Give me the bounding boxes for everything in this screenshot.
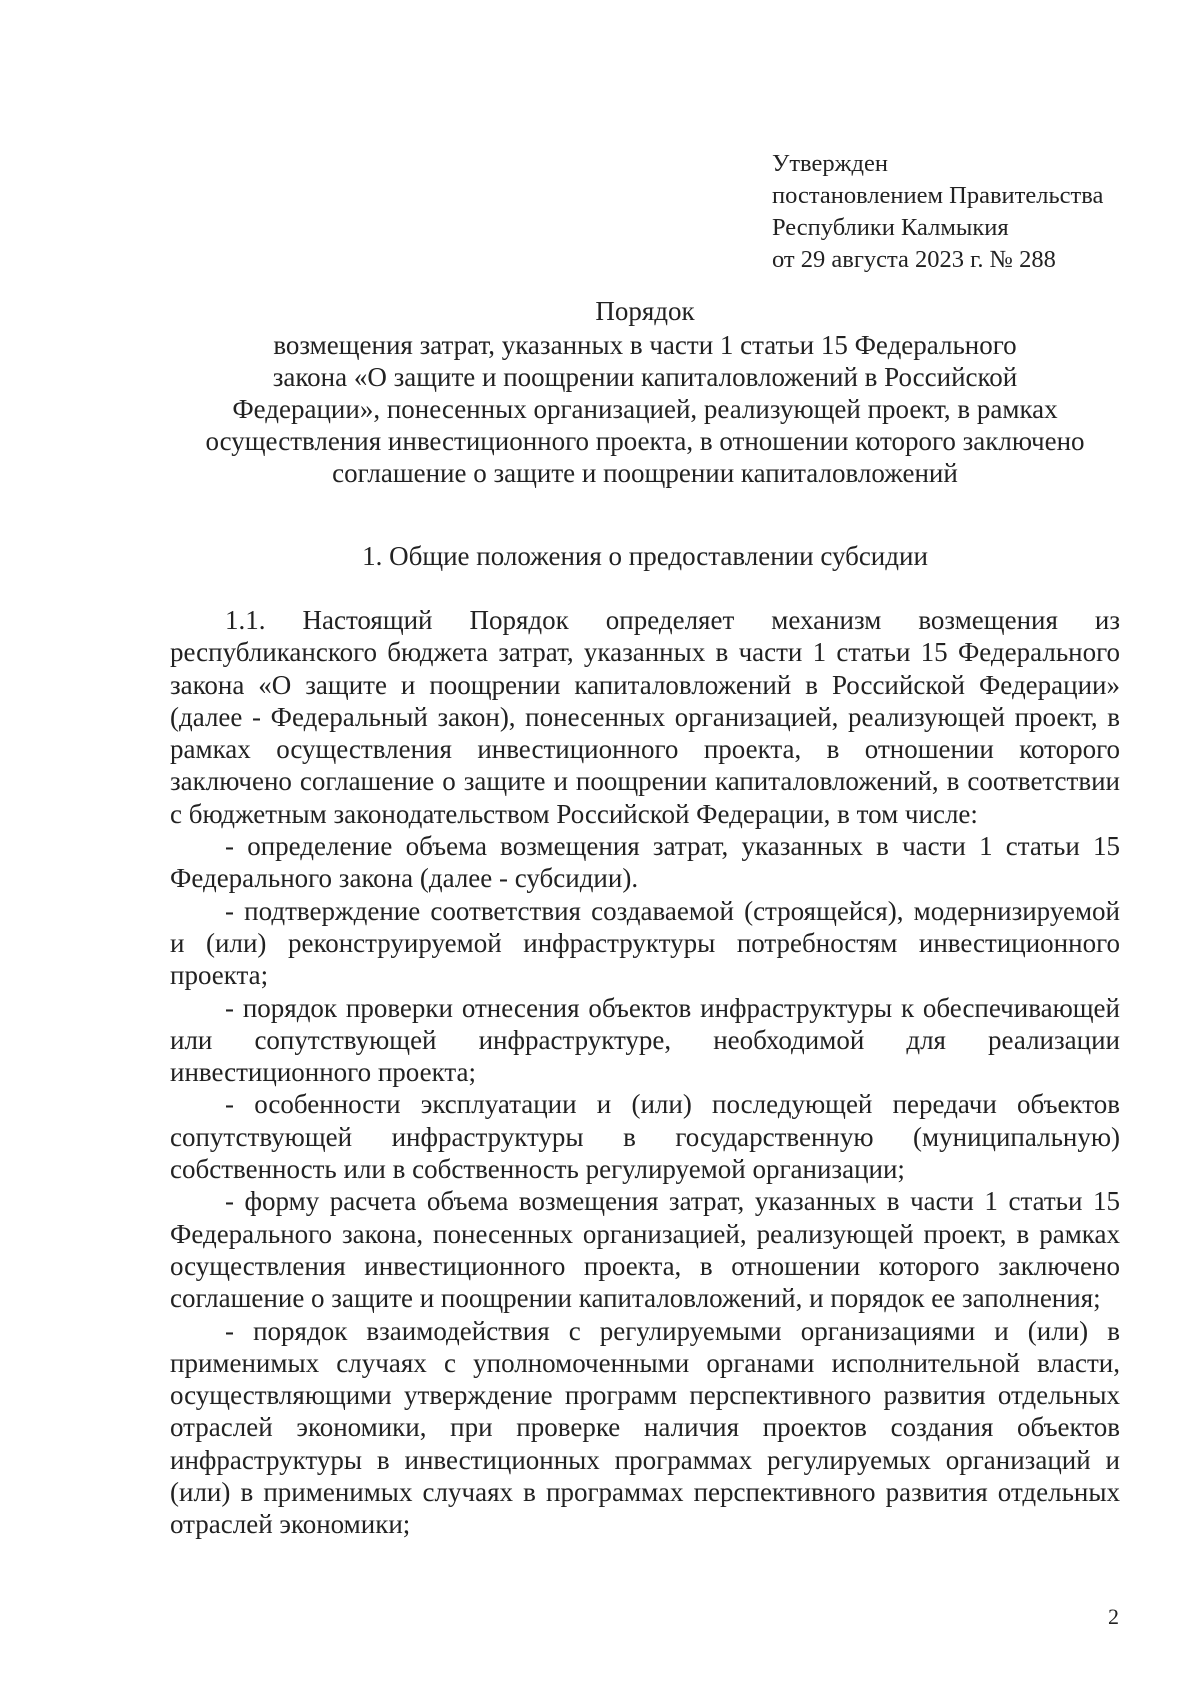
list-item: - подтверждение соответствия создаваемой (строящейся), модернизируемой и (или) реконструируемой инфраструктуры потребностям инвестиционного проекта; <box>170 895 1120 991</box>
list-item: - порядок взаимодействия с регулируемыми организациями и (или) в применимых случаях с уполномоченными органами исполнительной власти, осуществляющими утверждение программ перспективного развития отдельных отраслей экономики, при проверке наличия проектов создания объектов инфраструктуры в инвестиционных программах регулируемых организаций и (или) в применимых случаях в программах перспективного развития отдельных отраслей экономики; <box>170 1315 1120 1540</box>
approval-stamp <box>772 148 1103 276</box>
list-item: - порядок проверки отнесения объектов инфраструктуры к обеспечивающей или сопутствующей инфраструктуре, необходимой для реализации инвестиционного проекта; <box>170 992 1120 1088</box>
approval-line: Утвержден <box>772 150 888 177</box>
section-heading: 1. Общие положения о предоставлении субсидии <box>362 541 928 571</box>
list-item: - форму расчета объема возмещения затрат, указанных в части 1 статьи 15 Федерального закона, понесенных организацией, реализующей проект, в рамках осуществления инвестиционного проекта, в отношении которого заключено соглашение о защите и поощрении капиталовложений, и порядок ее заполнения; <box>170 1186 1120 1314</box>
document-body <box>170 604 1120 1541</box>
title-line: Федерации», понесенных организацией, реализующей проект, в рамках <box>232 394 1058 424</box>
paragraph: 1.1. Настоящий Порядок определяет механизм возмещения из республиканского бюджета затрат, указанных в части 1 статьи 15 Федерального закона «О защите и поощрении капиталовложений в Российской Федерации» (далее - Федеральный закон), понесенных организацией, реализующей проект, в рамках осуществления инвестиционного проекта, в отношении которого заключено соглашение о защите и поощрении капиталовложений, в соответствии с бюджетным законодательством Российской Федерации, в том числе: <box>170 605 1120 829</box>
approval-line: постановлением Правительства <box>772 182 1104 209</box>
title-line: возмещения затрат, указанных в части 1 статьи 15 Федерального <box>273 330 1017 360</box>
title-line: соглашение о защите и поощрении капиталовложений <box>332 458 958 488</box>
title-doc-type: Порядок <box>595 296 695 326</box>
page-number: 2 <box>1108 1604 1119 1629</box>
list-item: - определение объема возмещения затрат, указанных в части 1 статьи 15 Федерального закона (далее - субсидии). <box>170 831 1120 894</box>
title-line: закона «О защите и поощрении капиталовложений в Российской <box>272 362 1018 392</box>
title-line: осуществления инвестиционного проекта, в отношении которого заключено <box>205 426 1085 456</box>
approval-line: Республики Калмыкия <box>772 214 1009 241</box>
document-title <box>170 295 1120 489</box>
approval-line: от 29 августа 2023 г. № 288 <box>772 246 1056 273</box>
list-item: - особенности эксплуатации и (или) последующей передачи объектов сопутствующей инфраструктуры в государственную (муниципальную) собственность или в собственность регулируемой организации; <box>170 1089 1120 1185</box>
